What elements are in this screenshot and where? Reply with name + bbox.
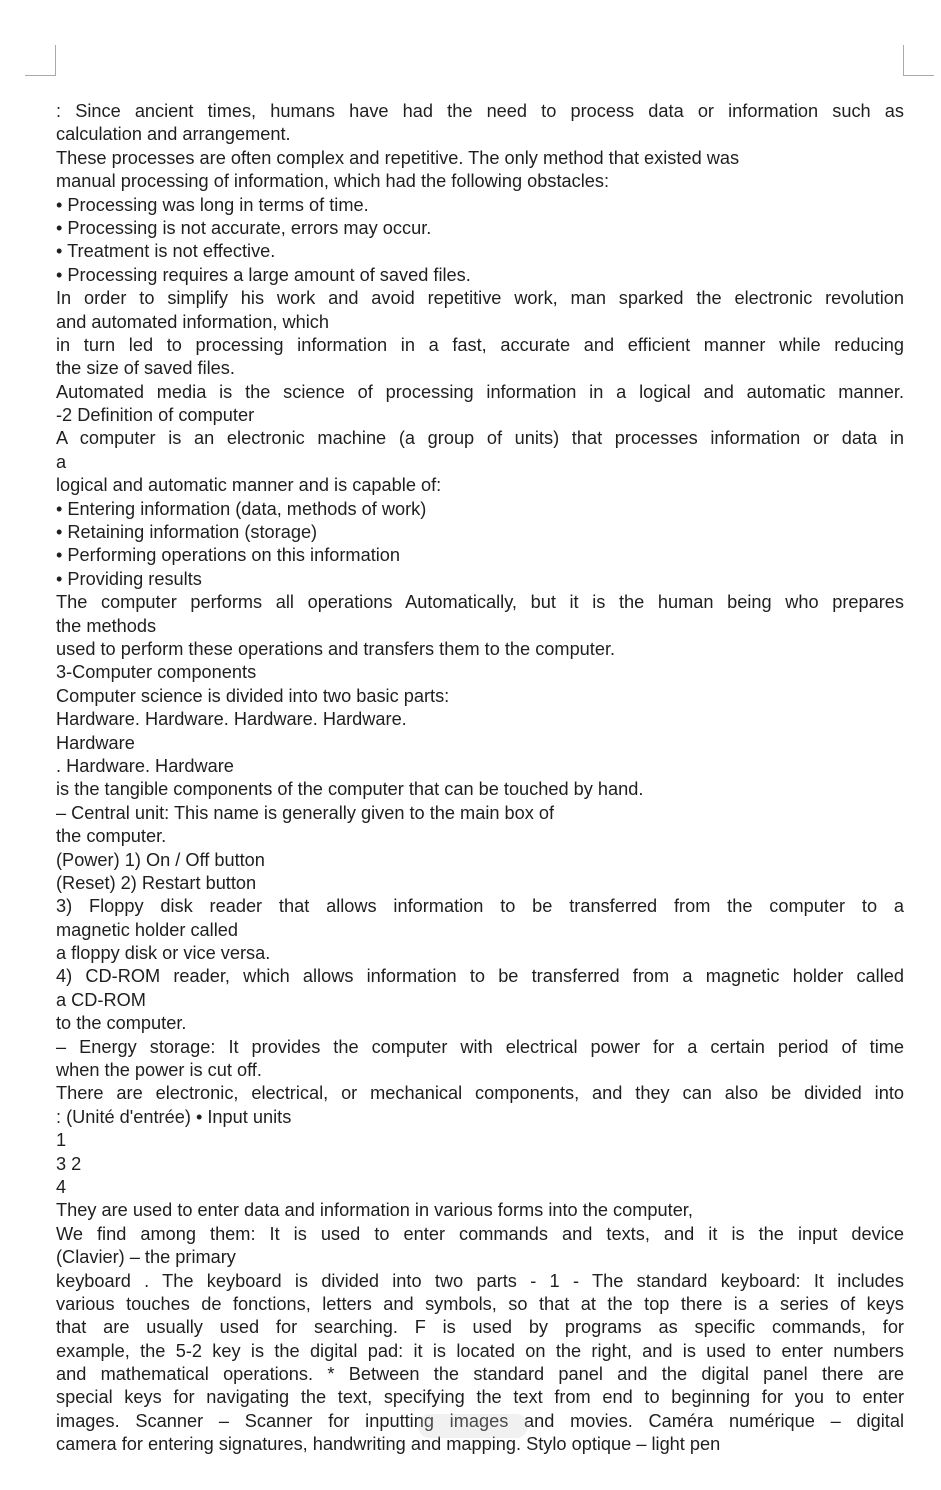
- bullet-item: • Entering information (data, methods of work): [56, 498, 427, 519]
- text-line: A computer is an electronic machine (a group of units) that processes information or data in: [56, 428, 904, 449]
- bullet-item: • Processing is not accurate, errors may occur.: [56, 217, 432, 238]
- text-line: These processes are often complex and repetitive. The only method that existed was: [56, 147, 740, 168]
- text-line: : (Unité d'entrée) • Input units: [56, 1106, 292, 1127]
- text-line: 4) CD-ROM reader, which allows information to be transferred from a magnetic holder called: [56, 966, 904, 987]
- faint-watermark: [418, 1414, 528, 1438]
- text-line: logical and automatic manner and is capable of:: [56, 475, 442, 496]
- text-line: keyboard . The keyboard is divided into two parts - 1 - The standard keyboard: It includes: [56, 1270, 904, 1291]
- text-line: and automated information, which: [56, 311, 329, 332]
- text-line: The computer performs all operations Automatically, but it is the human being who prepares: [56, 592, 904, 613]
- text-line: Hardware: [56, 732, 135, 753]
- text-line: when the power is cut off.: [56, 1060, 262, 1081]
- bullet-item: • Providing results: [56, 568, 202, 589]
- text-line: – Energy storage: It provides the computer with electrical power for a certain period of time: [56, 1036, 904, 1057]
- section-heading: 3-Computer components: [56, 662, 257, 683]
- text-line: In order to simplify his work and avoid repetitive work, man sparked the electronic revolution: [56, 288, 904, 309]
- text-line: : Since ancient times, humans have had the need to process data or information such as: [56, 101, 904, 121]
- section-heading: -2 Definition of computer: [56, 405, 255, 426]
- text-line: various touches de fonctions, letters and symbols, so that at the top there is a series of keys: [56, 1293, 904, 1314]
- text-line: calculation and arrangement.: [56, 124, 291, 145]
- text-line: a floppy disk or vice versa.: [56, 943, 271, 964]
- text-line: (Reset) 2) Restart button: [56, 872, 257, 893]
- text-line: a: [56, 451, 67, 472]
- bullet-item: • Processing requires a large amount of saved files.: [56, 264, 471, 285]
- text-line: used to perform these operations and transfers them to the computer.: [56, 638, 616, 659]
- text-line: manual processing of information, which had the following obstacles:: [56, 171, 610, 192]
- text-line: that are usually used for searching. F is used by programs as specific commands, for: [56, 1317, 904, 1338]
- text-line: the computer.: [56, 826, 167, 847]
- text-line: the methods: [56, 615, 157, 636]
- text-line: Automated media is the science of processing information in a logical and automatic manner.: [56, 381, 904, 402]
- bullet-item: • Processing was long in terms of time.: [56, 194, 369, 215]
- text-line: There are electronic, electrical, or mechanical components, and they can also be divided into: [56, 1083, 904, 1104]
- top-right-margin-mark: [903, 45, 934, 76]
- text-line: 4: [56, 1176, 67, 1197]
- text-line: a CD-ROM: [56, 989, 146, 1010]
- text-line: the size of saved files.: [56, 358, 235, 379]
- text-line: 3 2: [56, 1153, 82, 1174]
- text-line: and mathematical operations. * Between the standard panel and the digital panel there are: [56, 1364, 904, 1385]
- text-line: We find among them: It is used to enter commands and texts, and it is the input device: [56, 1223, 904, 1244]
- text-line: . Hardware. Hardware: [56, 755, 234, 776]
- text-line: Computer science is divided into two basic parts:: [56, 685, 450, 706]
- bullet-item: • Performing operations on this information: [56, 545, 401, 566]
- text-line: special keys for navigating the text, specifying the text from end to beginning for you to enter: [56, 1387, 904, 1408]
- text-line: 1: [56, 1130, 67, 1151]
- document-body: [56, 100, 904, 1457]
- bullet-item: • Retaining information (storage): [56, 522, 318, 543]
- text-line: camera for entering signatures, handwriting and mapping. Stylo optique – light pen: [56, 1434, 721, 1455]
- text-line: is the tangible components of the computer that can be touched by hand.: [56, 779, 644, 800]
- text-line: 3) Floppy disk reader that allows information to be transferred from the computer to a: [56, 896, 904, 917]
- text-line: Hardware. Hardware. Hardware. Hardware.: [56, 709, 407, 730]
- text-line: – Central unit: This name is generally given to the main box of: [56, 802, 555, 823]
- top-left-margin-mark: [25, 45, 56, 76]
- text-line: magnetic holder called: [56, 919, 238, 940]
- text-line: (Clavier) – the primary: [56, 1247, 236, 1268]
- bullet-item: • Treatment is not effective.: [56, 241, 276, 262]
- text-line: example, the 5-2 key is the digital pad: it is located on the right, and is used to enter numbers: [56, 1340, 904, 1361]
- text-line: to the computer.: [56, 1013, 187, 1034]
- text-line: in turn led to processing information in a fast, accurate and efficient manner while reducing: [56, 334, 904, 355]
- text-line: images. Scanner – Scanner for inputting images and movies. Caméra numérique – digital: [56, 1410, 904, 1431]
- text-line: They are used to enter data and information in various forms into the computer,: [56, 1200, 693, 1221]
- text-line: (Power) 1) On / Off button: [56, 849, 265, 870]
